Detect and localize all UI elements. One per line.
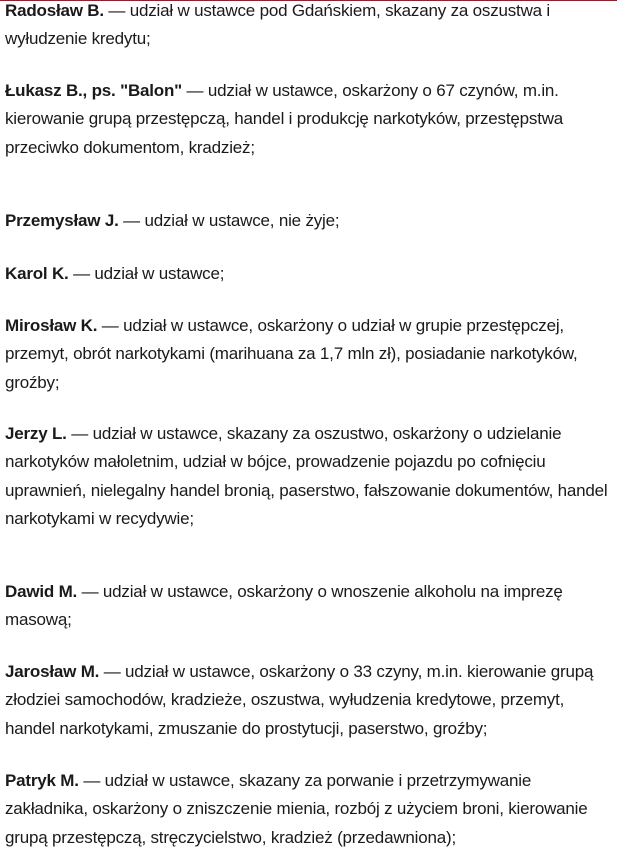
entry-dawid-m — [5, 578, 617, 635]
entry-miroslaw-k — [5, 312, 617, 397]
person-name: Radosław B. — [5, 1, 104, 20]
person-name: Karol K. — [5, 264, 69, 283]
person-name: Mirosław K. — [5, 316, 98, 335]
entry-radoslaw-b — [5, 0, 617, 54]
entry-jaroslaw-m — [5, 658, 617, 743]
entry-description: — udział w ustawce, oskarżony o wnoszenie alkoholu na imprezę masową; — [5, 582, 563, 630]
entry-description: — udział w ustawce, oskarżony o 33 czyny, m.in. kierowanie grupą złodziei samochodów, kradzieże, oszustwa, wyłudzenia kredytowe, przemyt, handel narkotykami, zmuszanie do prostytucji, paserstwo, groźby; — [5, 662, 594, 738]
entry-description: — udział w ustawce, oskarżony o udział w grupie przestępczej, przemyt, obrót narkotykami (marihuana za 1,7 mln zł), posiadanie narkotyków, groźby; — [5, 316, 578, 392]
entry-description: — udział w ustawce, nie żyje; — [118, 211, 340, 230]
entry-description: — udział w ustawce, skazany za oszustwo, oskarżony o udzielanie narkotyków małoletnim, udział w bójce, prowadzenie pojazdu po cofnięciu uprawnień, nielegalny handel bronią, paserstwo, fałszowanie dokumentów, handel narkotykami w recydywie; — [5, 424, 608, 528]
entry-description: — udział w ustawce, skazany za porwanie i przetrzymywanie zakładnika, oskarżony o zniszczenie mienia, rozbój z użyciem broni, kierowanie grupą przestępczą, stręczycielstwo, kradzież (przedawniona); — [5, 771, 588, 847]
entry-karol-k — [5, 260, 617, 288]
entry-patryk-m — [5, 767, 617, 852]
entry-jerzy-l — [5, 420, 617, 533]
person-name: Przemysław J. — [5, 211, 119, 230]
person-name: Łukasz B., ps. "Balon" — [5, 81, 183, 100]
entry-description: — udział w ustawce pod Gdańskiem, skazany za oszustwa i wyłudzenie kredytu; — [5, 1, 551, 49]
person-name: Patryk M. — [5, 771, 79, 790]
entry-przemyslaw-j — [5, 207, 617, 235]
person-name: Jerzy L. — [5, 424, 67, 443]
person-name: Jarosław M. — [5, 662, 100, 681]
entry-description: — udział w ustawce, oskarżony o 67 czynów, m.in. kierowanie grupą przestępczą, handel i produkcję narkotyków, przestępstwa przeciwko dokumentom, kradzież; — [5, 81, 564, 157]
entry-description: — udział w ustawce; — [68, 264, 225, 283]
person-name: Dawid M. — [5, 582, 78, 601]
entry-lukasz-b — [5, 77, 617, 162]
